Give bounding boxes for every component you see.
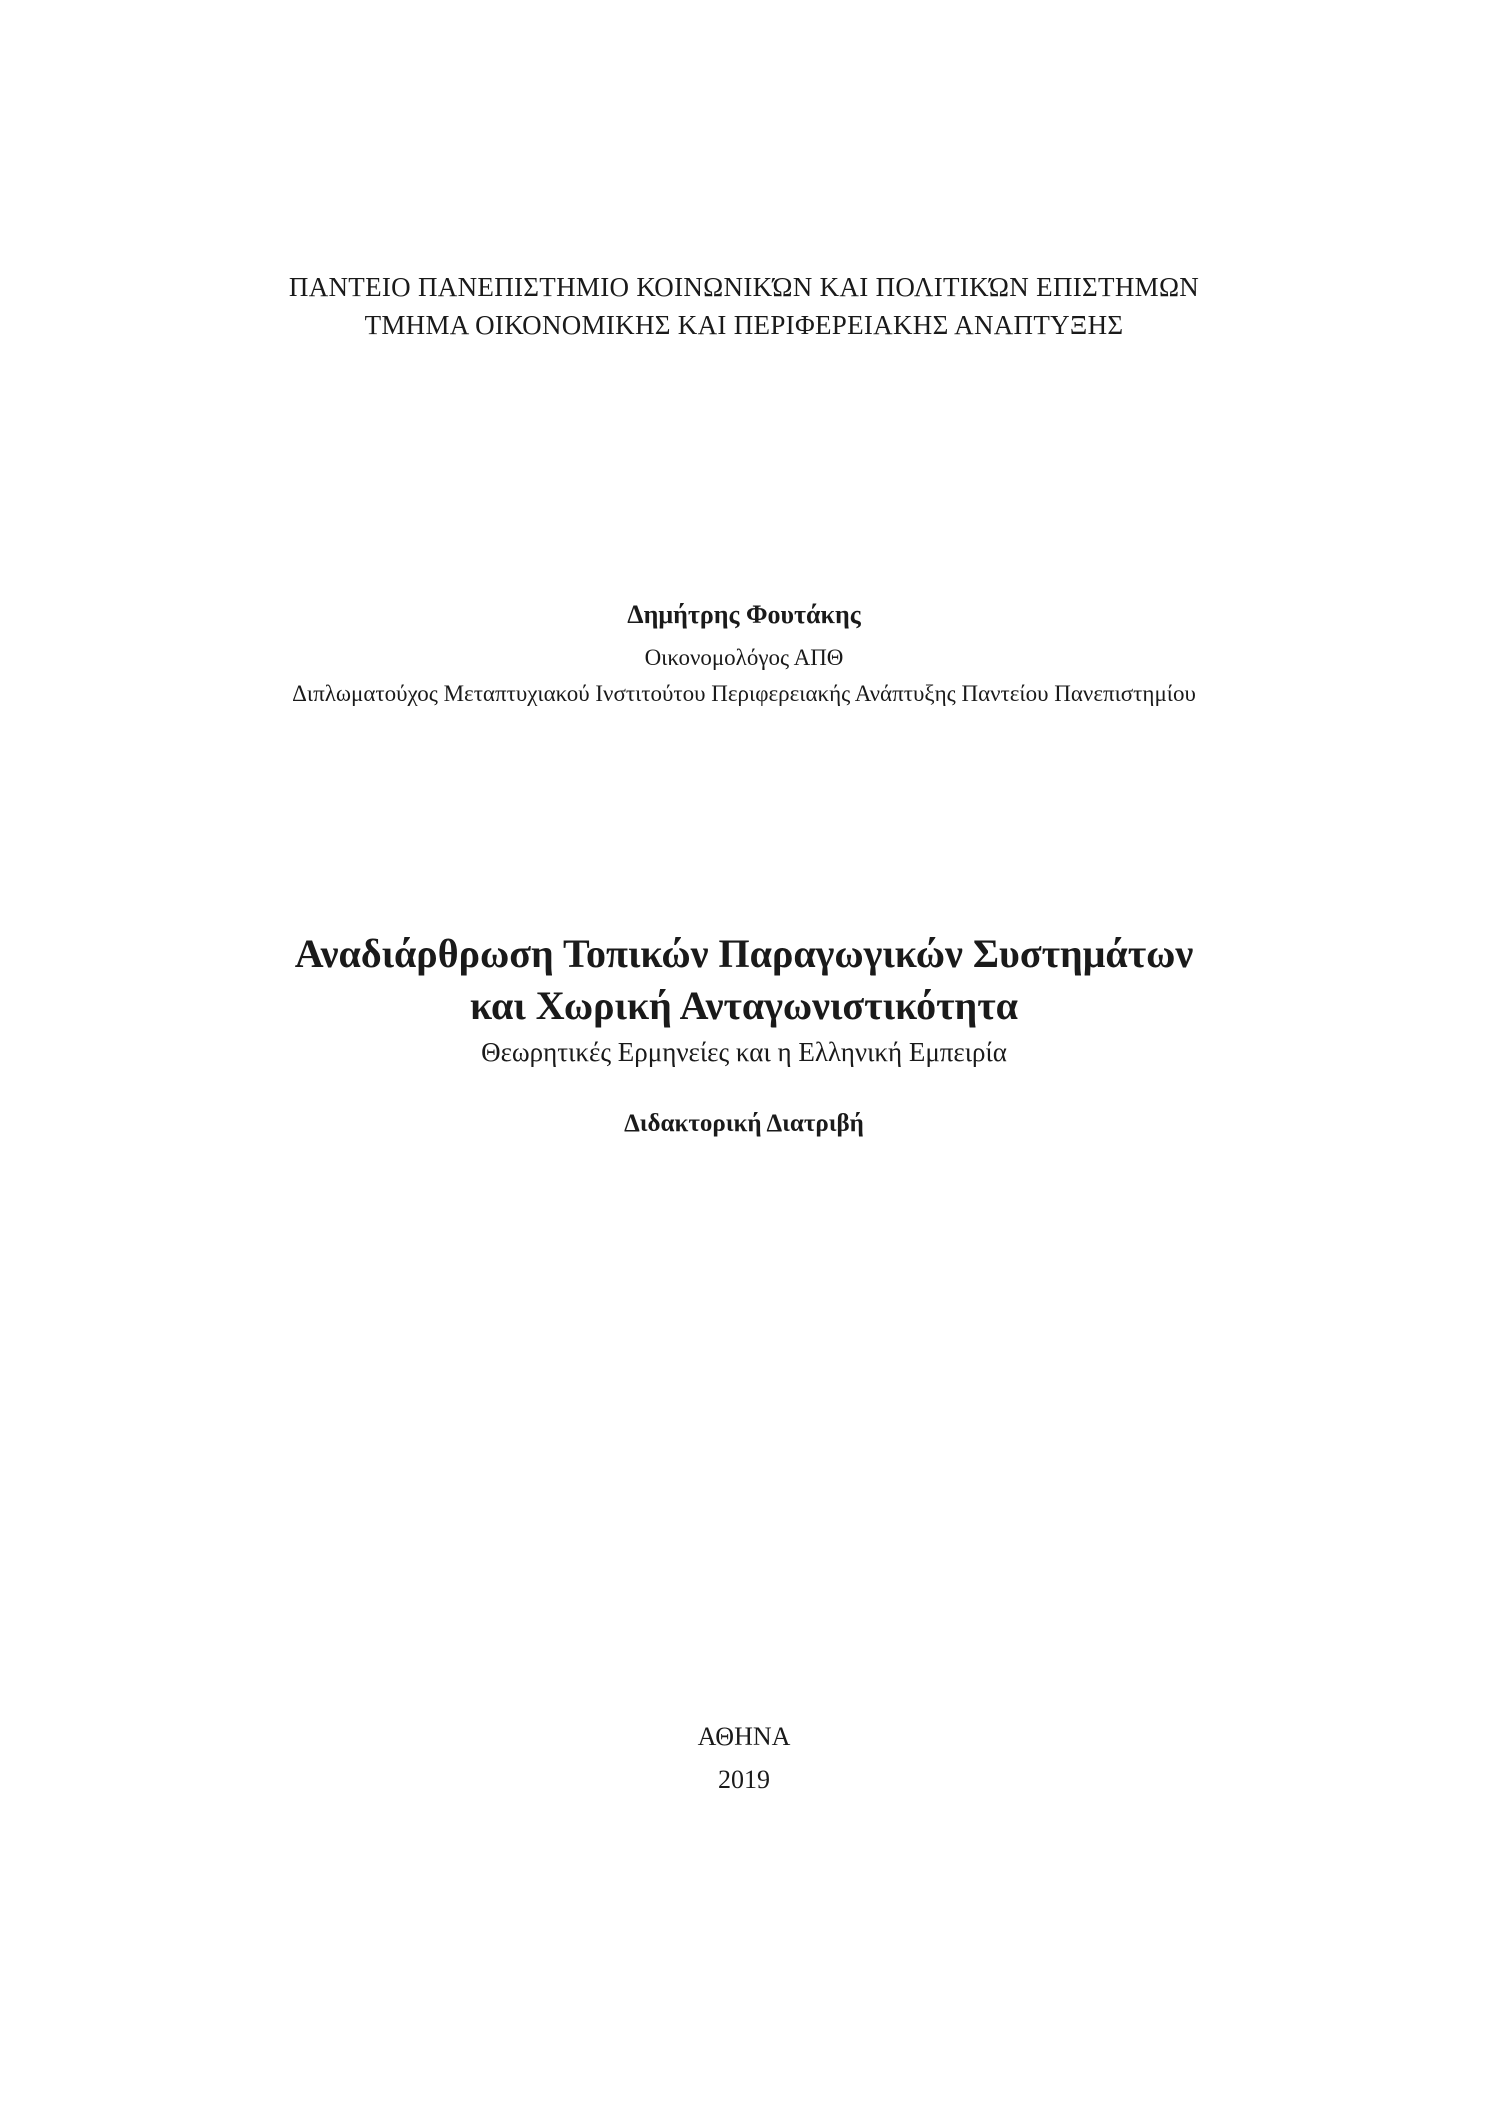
author-postgraduate: Διπλωματούχος Μεταπτυχιακού Ινστιτούτου Περιφερειακής Ανάπτυξης Παντείου Πανεπιστημίου	[292, 681, 1196, 706]
department-name: ΤΜΗΜΑ ΟΙΚΟΝΟΜΙΚΗΣ ΚΑΙ ΠΕΡΙΦΕΡΕΙΑΚΗΣ ΑΝΑΠΤΥΞΗΣ	[364, 310, 1124, 340]
place: ΑΘΗΝΑ	[697, 1722, 791, 1751]
document-type: Διδακτορική Διατριβή	[624, 1110, 864, 1137]
thesis-subtitle: Θεωρητικές Ερμηνείες και η Ελληνική Εμπειρία	[481, 1037, 1007, 1067]
thesis-title-line1: Αναδιάρθρωση Τοπικών Παραγωγικών Συστημάτων	[294, 931, 1194, 976]
author-degree: Οικονομολόγος ΑΠΘ	[644, 645, 844, 670]
thesis-title-line2: και Χωρική Ανταγωνιστικότητα	[469, 983, 1018, 1028]
author-name: Δημήτρης Φουτάκης	[627, 600, 861, 629]
year: 2019	[718, 1765, 770, 1794]
university-name: ΠΑΝΤΕΙΟ ΠΑΝΕΠΙΣΤΗΜΙΟ ΚΟΙΝΩΝΙΚΏΝ ΚΑΙ ΠΟΛΙΤΙΚΏΝ ΕΠΙΣΤΗΜΩΝ	[288, 272, 1200, 302]
